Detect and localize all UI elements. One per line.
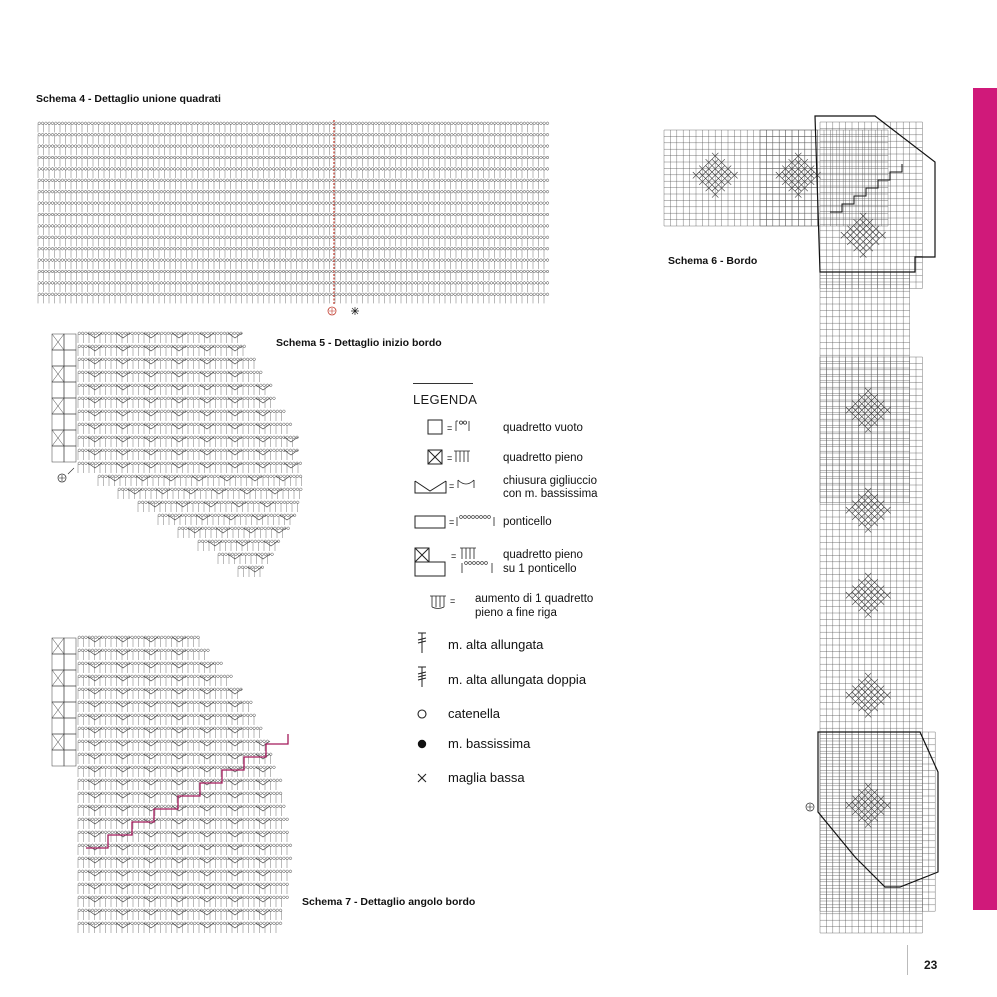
slip-stitch-icon [418,740,426,748]
chain-icon [418,710,426,718]
single-crochet-icon [418,774,426,782]
legend-rule [413,383,473,384]
legend-single-label: maglia bassa [448,770,525,785]
legend-closure-label-2: con m. bassissima [503,488,598,500]
legend-closure-label-1: chiusura gigliuccio [503,475,597,487]
legend-increase-label-1: aumento di 1 quadretto [475,593,594,605]
legend-chain-label: catenella [448,706,501,721]
page-number: 23 [924,958,938,972]
schema-5-diagram [50,326,320,636]
page-divider [907,945,908,975]
full-square-icon [428,450,470,464]
legend-empty-label: quadretto vuoto [503,422,583,434]
legend-title: LEGENDA [413,392,478,407]
legend-fullbridge-label-2: su 1 ponticello [503,563,577,575]
schema-7-caption: Schema 7 - Dettaglio angolo bordo [302,896,476,908]
tall-double-stitch-icon [418,667,426,687]
magazine-accent-bar [973,88,997,910]
legend-increase-label-2: pieno a fine riga [475,607,557,619]
legend-tall-double-label: m. alta allungata doppia [448,672,587,687]
legend-full-label: quadretto pieno [503,452,583,464]
legend-fullbridge-label-1: quadretto pieno [503,549,583,561]
schema-6-diagram [660,112,950,892]
closure-icon [415,480,474,493]
svg-text:=: = [447,453,453,463]
equals-sign: = [447,423,453,433]
legend-tall-label: m. alta allungata [448,637,544,652]
svg-text:=: = [449,517,455,527]
schema-7-diagram [50,630,320,940]
legend-slip-label: m. bassissima [448,736,531,751]
svg-text:=: = [449,481,455,491]
schema-4-caption: Schema 4 - Dettaglio unione quadrati [36,93,221,105]
tall-stitch-icon [418,633,426,653]
legend-bridge-label: ponticello [503,516,552,528]
schema-5-caption: Schema 5 - Dettaglio inizio bordo [276,337,442,349]
schema-4-diagram [36,118,551,318]
full-on-bridge-icon [415,548,492,576]
svg-text:=: = [450,596,456,606]
bridge-icon [415,516,494,528]
schema-6-caption: Schema 6 - Bordo [668,255,758,267]
svg-text:=: = [451,551,457,561]
empty-square-icon [428,420,469,434]
increase-icon [430,596,455,609]
